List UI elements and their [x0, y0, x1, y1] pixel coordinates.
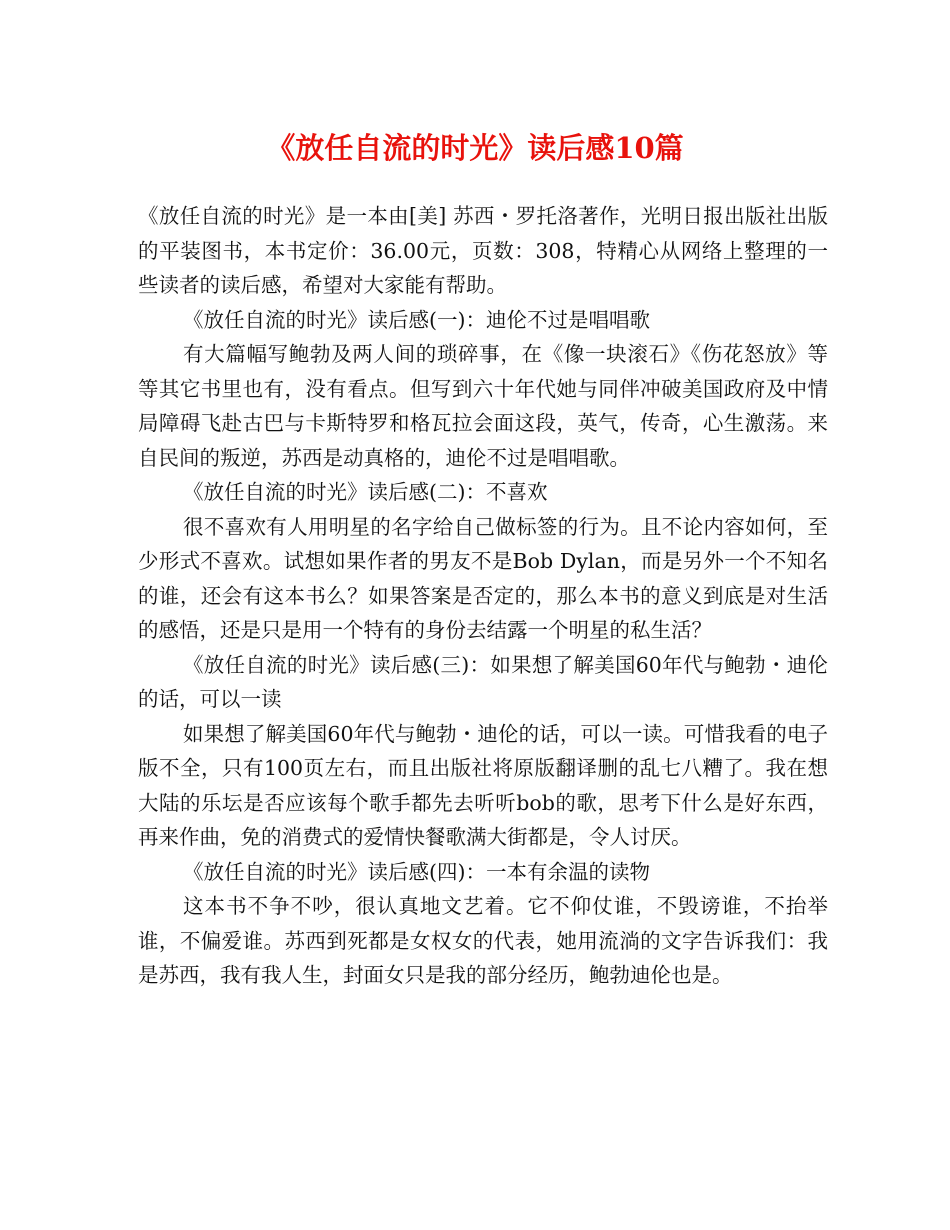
section-heading-1: 《放任自流的时光》读后感(一)：迪伦不过是唱唱歌	[183, 307, 650, 332]
section-heading-3: 《放任自流的时光》读后感(三)：如果想了解美国60年代与鲍勃・迪伦的话，可以一读	[138, 652, 828, 711]
section-heading-2: 《放任自流的时光》读后感(二)：不喜欢	[183, 480, 548, 504]
intro-paragraph: 《放任自流的时光》是一本由[美] 苏西・罗托洛著作，光明日报出版社出版的平装图书，本书定价：36.00元，页数：308，特精心从网络上整理的一些读者的读后感，希望对大家能有帮助。	[138, 204, 828, 297]
review-paragraph-2: 很不喜欢有人用明星的名字给自己做标签的行为。且不论内容如何，至少形式不喜欢。试想如果作者的男友不是Bob Dylan，而是另外一个不知名的谁，还会有这本书么？如果答案是否定的，那么本书的意义到底是对生活的感悟，还是只是用一个特有的身份去结露一个明星的私生活？	[138, 514, 828, 642]
review-paragraph-1: 有大篇幅写鲍勃及两人间的琐碎事，在《像一块滚石》《伤花怒放》等等其它书里也有，没有看点。但写到六十年代她与同伴冲破美国政府及中情局障碍飞赴古巴与卡斯特罗和格瓦拉会面这段，英气，传奇，心生激荡。来自民间的叛逆，苏西是动真格的，迪伦不过是唱唱歌。	[138, 342, 828, 470]
review-paragraph-4: 这本书不争不吵，很认真地文艺着。它不仰仗谁，不毁谤谁，不抬举谁，不偏爱谁。苏西到死都是女权女的代表，她用流淌的文字告诉我们：我是苏西，我有我人生，封面女只是我的部分经历，鲍勃迪伦也是。	[138, 894, 828, 987]
section-heading-4: 《放任自流的时光》读后感(四)：一本有余温的读物	[183, 859, 650, 884]
document-title: 《放任自流的时光》读后感10篇	[266, 131, 684, 165]
review-paragraph-3: 如果想了解美国60年代与鲍勃・迪伦的话，可以一读。可惜我看的电子版不全，只有100页左右，而且出版社将原版翻译删的乱七八糟了。我在想大陆的乐坛是否应该每个歌手都先去听听bob的歌，思考下什么是好东西，再来作曲，免的消费式的爱情快餐歌满大街都是，令人讨厌。	[138, 721, 828, 849]
document-body	[138, 199, 828, 993]
